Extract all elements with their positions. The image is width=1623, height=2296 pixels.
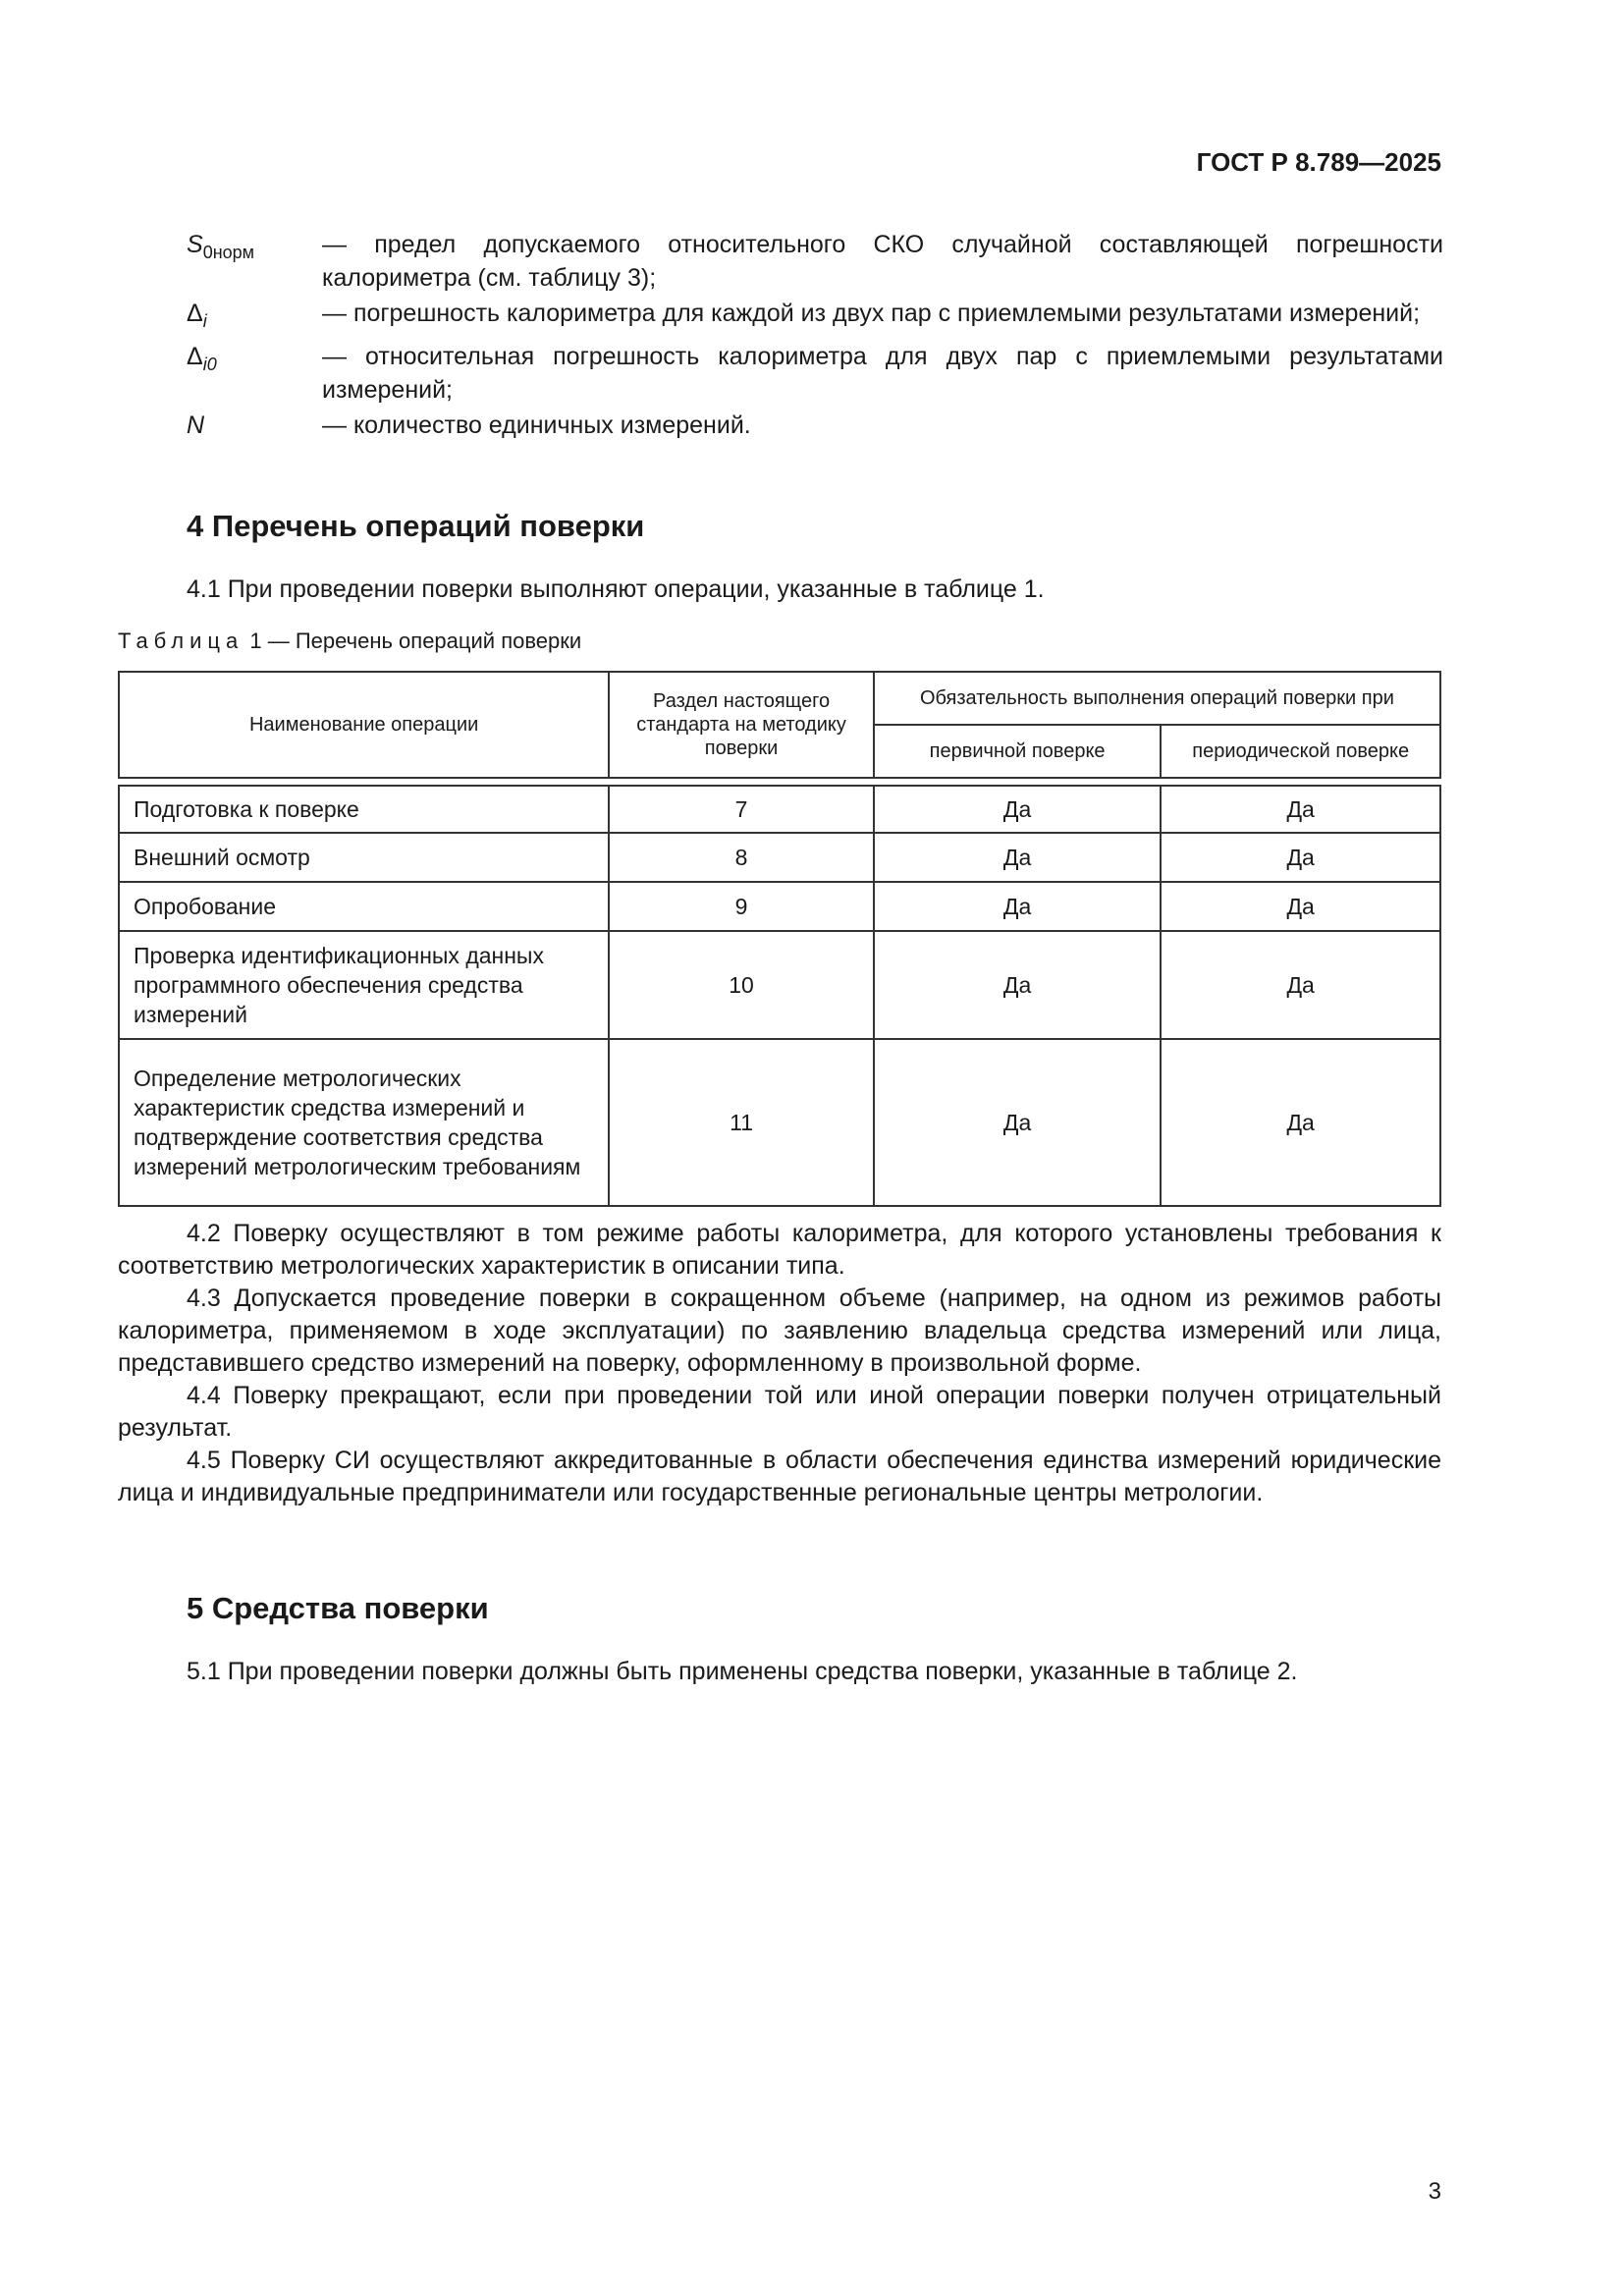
operation-primary: Да bbox=[874, 786, 1161, 833]
operation-section: 8 bbox=[609, 833, 874, 882]
definition-text: — предел допускаемого относительного СКО случайной составляющей погрешности калориметра (см. таблицу 3); bbox=[322, 231, 1444, 292]
header-primary: первичной поверке bbox=[874, 725, 1161, 778]
operation-name: Проверка идентификационных данных программного обеспечения средства измерений bbox=[119, 931, 609, 1039]
operation-primary: Да bbox=[874, 882, 1161, 931]
definition-text: — относительная погрешность калориметра для двух пар с приемлемыми результатами измерений; bbox=[322, 343, 1443, 404]
operation-name: Опробование bbox=[119, 882, 609, 931]
page-number: 3 bbox=[1428, 2178, 1441, 2205]
operation-periodic: Да bbox=[1161, 786, 1440, 833]
paragraph-4-3: 4.3 Допускается проведение поверки в сокращенном объеме (например, на одном из режимов работы калориметра, применяемом в ходе эксплуатации) по заявлению владельца средства измерений или лица, представившего средство измерений на поверку, оформленному в произвольной форме. bbox=[118, 1285, 1441, 1377]
paragraph-4-2: 4.2 Поверку осуществляют в том режиме работы калориметра, для которого установлены требования к соответствию метрологических характеристик в описании типа. bbox=[118, 1220, 1441, 1280]
operation-primary: Да bbox=[874, 833, 1161, 882]
table-row bbox=[119, 1039, 1440, 1206]
header-periodic: периодической поверке bbox=[1161, 725, 1440, 778]
header-operation: Наименование операции bbox=[119, 672, 609, 778]
table-row bbox=[119, 833, 1440, 882]
definition-row bbox=[187, 228, 1443, 295]
table-row bbox=[119, 882, 1440, 931]
operations-table bbox=[118, 671, 1441, 1207]
operation-primary: Да bbox=[874, 931, 1161, 1039]
operation-periodic: Да bbox=[1161, 833, 1440, 882]
definition-text: — количество единичных измерений. bbox=[322, 411, 751, 439]
section-4-heading: 4 Перечень операций поверки bbox=[187, 509, 645, 543]
operation-name: Внешний осмотр bbox=[119, 833, 609, 882]
operation-section: 11 bbox=[609, 1039, 874, 1206]
paragraph-4-1: 4.1 При проведении поверки выполняют операции, указанные в таблице 1. bbox=[187, 575, 1045, 603]
operation-section: 7 bbox=[609, 786, 874, 833]
table-row bbox=[119, 786, 1440, 833]
operation-periodic: Да bbox=[1161, 1039, 1440, 1206]
definition-row bbox=[187, 409, 1443, 442]
definition-row bbox=[187, 340, 1443, 407]
table-1-caption: Таблица 1 — Перечень операций поверки bbox=[118, 629, 582, 653]
document-header: ГОСТ Р 8.789—2025 bbox=[1196, 147, 1441, 177]
operation-periodic: Да bbox=[1161, 882, 1440, 931]
definition-symbol: $\Delta_i$ bbox=[187, 300, 207, 331]
operation-periodic: Да bbox=[1161, 931, 1440, 1039]
operation-section: 10 bbox=[609, 931, 874, 1039]
definition-symbol: $\Delta_{i0}$ bbox=[187, 343, 217, 374]
operation-primary: Да bbox=[874, 1039, 1161, 1206]
paragraph-5-1: 5.1 При проведении поверки должны быть применены средства поверки, указанные в таблице 2. bbox=[187, 1658, 1298, 1685]
definition-symbol: $S_{0норм}$ bbox=[187, 231, 255, 262]
table-row bbox=[119, 931, 1440, 1039]
definition-text: — погрешность калориметра для каждой из двух пар с приемлемыми результатами измерений; bbox=[322, 300, 1421, 327]
operation-section: 9 bbox=[609, 882, 874, 931]
header-section: Раздел настоящего стандарта на методику поверки bbox=[609, 672, 874, 778]
symbol-definitions bbox=[187, 228, 1443, 444]
definition-row bbox=[187, 297, 1443, 338]
header-mandatory: Обязательность выполнения операций поверки при bbox=[874, 672, 1440, 725]
operation-name: Определение метрологических характеристик средства измерений и подтверждение соответствия средства измерений метрологическим требованиям bbox=[119, 1039, 609, 1206]
paragraph-4-5: 4.5 Поверку СИ осуществляют аккредитованные в области обеспечения единства измерений юридические лица и индивидуальные предприниматели или государственные региональные центры метрологии. bbox=[118, 1447, 1441, 1506]
table-header-row bbox=[119, 672, 1440, 725]
operation-name: Подготовка к поверке bbox=[119, 786, 609, 833]
paragraph-4-4: 4.4 Поверку прекращают, если при проведении той или иной операции поверки получен отрицательный результат. bbox=[118, 1382, 1441, 1442]
definition-symbol: N bbox=[187, 411, 205, 439]
section-5-heading: 5 Средства поверки bbox=[187, 1591, 489, 1625]
